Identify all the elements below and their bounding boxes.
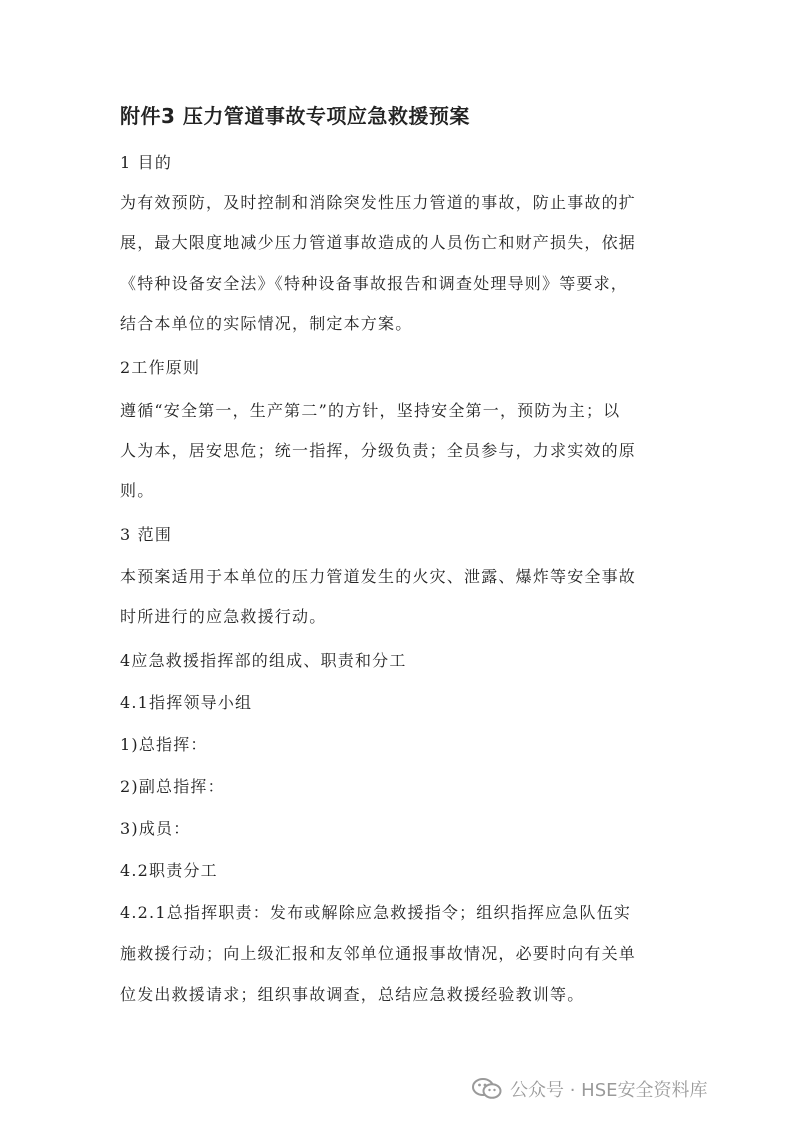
paragraph-line: 人为本，居安思危；统一指挥，分级负责；全员参与，力求实效的原 [120, 441, 637, 460]
section-heading-scope: 3 范围 [120, 525, 173, 544]
section-heading-command: 4应急救援指挥部的组成、职责和分工 [120, 651, 407, 670]
page-title: 附件3 压力管道事故专项应急救援预案 [120, 104, 470, 128]
wechat-icon [472, 1077, 502, 1101]
paragraph-line: 《特种设备安全法》《特种设备事故报告和调查处理导则》等要求， [120, 274, 629, 293]
section-heading-purpose: 1 目的 [120, 153, 173, 172]
list-item: 3)成员： [120, 819, 191, 838]
paragraph-line: 则。 [120, 481, 155, 500]
paragraph-line: 4.2.1总指挥职责：发布或解除应急救援指令；组织指挥应急队伍实 [120, 903, 632, 922]
paragraph-line: 结合本单位的实际情况，制定本方案。 [120, 314, 413, 333]
subsection-heading: 4.2职责分工 [120, 861, 218, 880]
watermark-text: 公众号 · HSE安全资料库 [510, 1080, 708, 1101]
paragraph-line: 位发出救援请求；组织事故调查，总结应急救援经验教训等。 [120, 985, 585, 1004]
paragraph-line: 展，最大限度地减少压力管道事故造成的人员伤亡和财产损失，依据 [120, 233, 637, 252]
paragraph-line: 本预案适用于本单位的压力管道发生的火灾、泄露、爆炸等安全事故 [120, 567, 637, 586]
paragraph-line: 遵循“安全第一，生产第二”的方针，坚持安全第一，预防为主；以 [120, 401, 621, 420]
paragraph-line: 为有效预防，及时控制和消除突发性压力管道的事故，防止事故的扩 [120, 193, 637, 212]
paragraph-line: 时所进行的应急救援行动。 [120, 607, 327, 626]
section-heading-principles: 2工作原则 [120, 358, 201, 377]
watermark [472, 1076, 708, 1102]
list-item: 2)副总指挥： [120, 777, 225, 796]
subsection-heading: 4.1指挥领导小组 [120, 693, 253, 712]
list-item: 1)总指挥： [120, 735, 208, 754]
paragraph-line: 施救援行动；向上级汇报和友邻单位通报事故情况，必要时向有关单 [120, 944, 637, 963]
